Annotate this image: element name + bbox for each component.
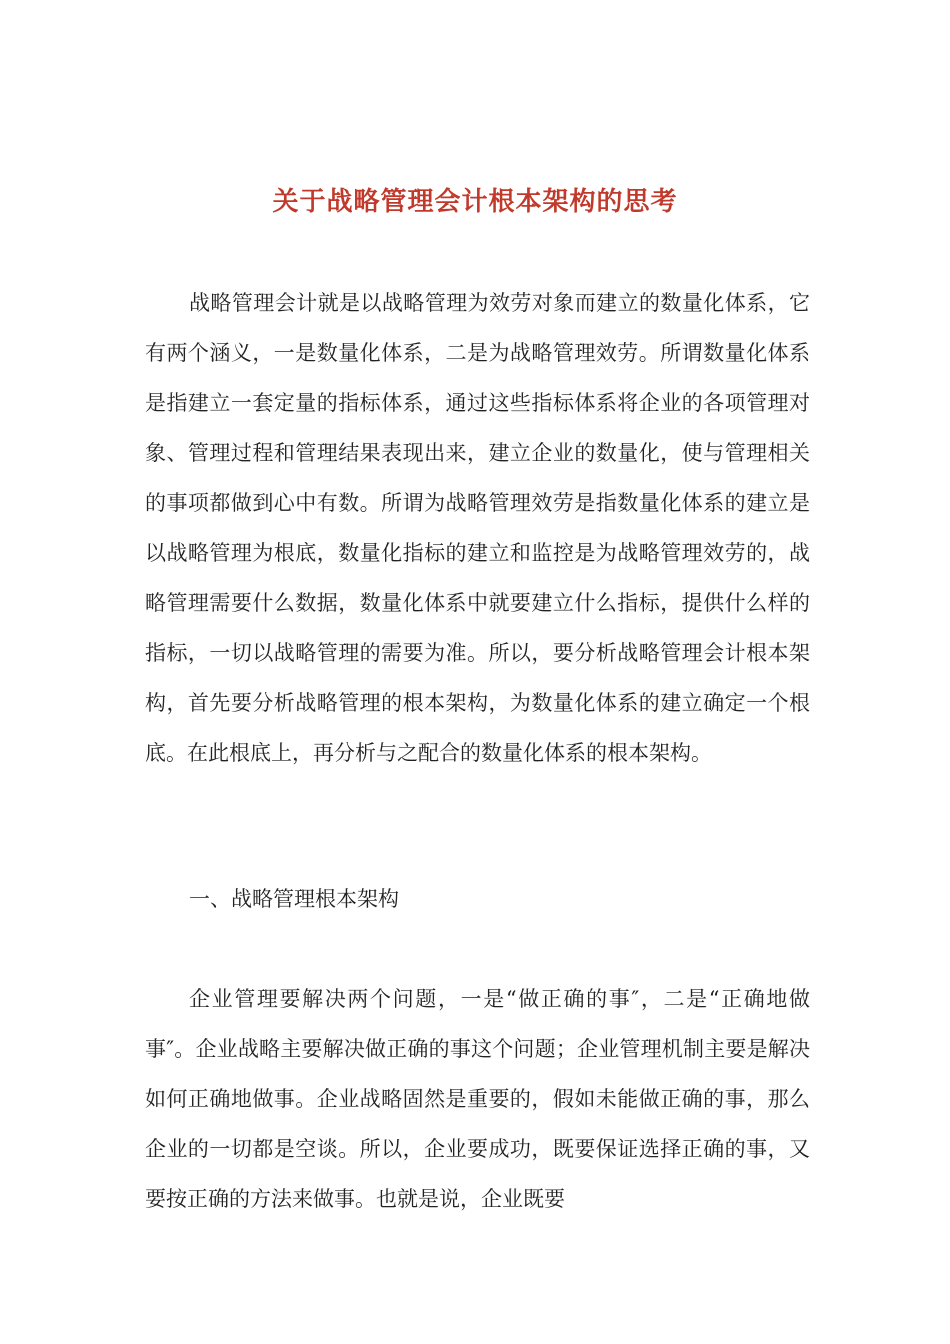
body-paragraph-management: 企业管理要解决两个问题，一是“做正确的事″，二是“正确地做事″。企业战略主要解决做正确的事这个问题；企业管理机制主要是解决如何正确地做事。企业战略固然是重要的，假如未能做正确的事，那么企业的一切都是空谈。所以，企业要成功，既要保证选择正确的事，又要按正确的方法来做事。也就是说，企业既要 [145,987,810,1211]
body-paragraph-intro: 战略管理会计就是以战略管理为效劳对象而建立的数量化体系，它有两个涵义，一是数量化体系，二是为战略管理效劳。所谓数量化体系是指建立一套定量的指标体系，通过这些指标体系将企业的各项管理对象、管理过程和管理结果表现出来，建立企业的数量化，使与管理相关的事项都做到心中有数。所谓为战略管理效劳是指数量化体系的建立是以战略管理为根底，数量化指标的建立和监控是为战略管理效劳的，战略管理需要什么数据，数量化体系中就要建立什么指标，提供什么样的指标，一切以战略管理的需要为准。所以，要分析战略管理会计根本架构，首先要分析战略管理的根本架构，为数量化体系的建立确定一个根底。在此根底上，再分析与之配合的数量化体系的根本架构。 [145,291,810,765]
document-title: 关于战略管理会计根本架构的思考 [272,187,678,217]
section-heading: 一、战略管理根本架构 [189,887,399,911]
